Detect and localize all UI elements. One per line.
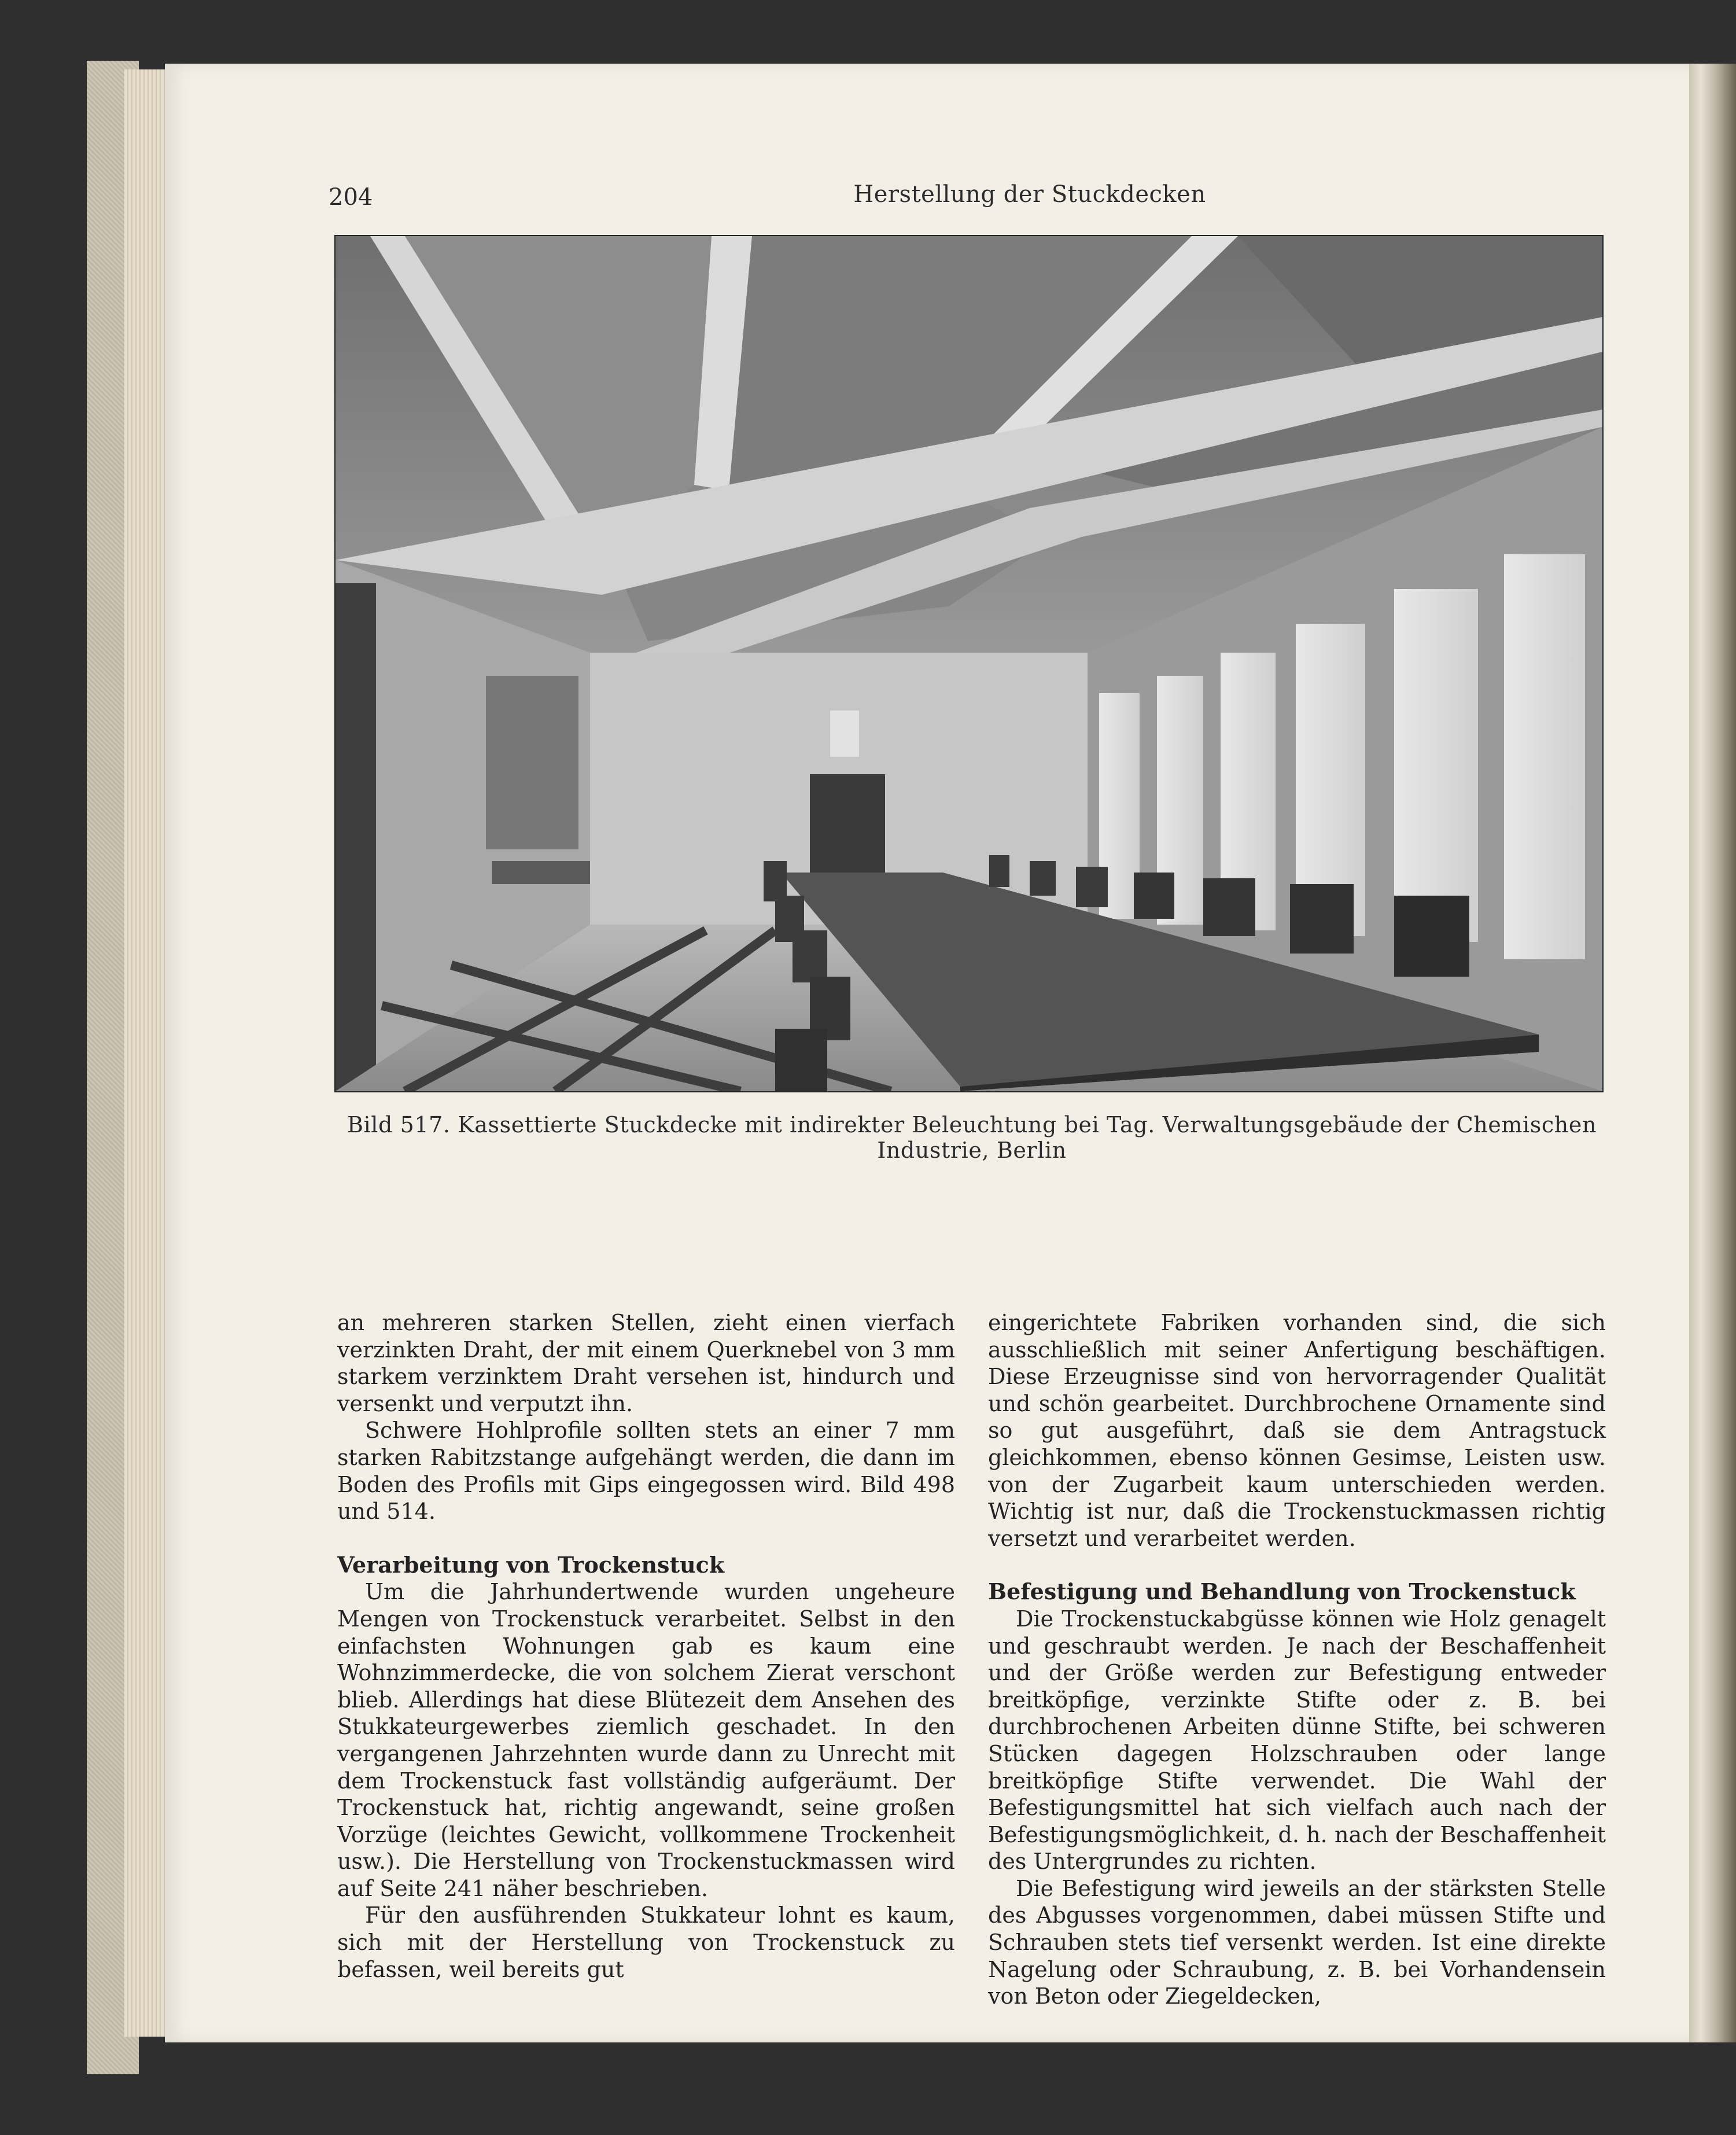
page-number: 204 [329,184,373,211]
paragraph: Für den ausführenden Stukkateur lohnt es kaum, sich mit der Herstellung von Trockenstuck zu befassen, weil bereits gut [337,1902,955,1982]
paragraph: an mehreren starken Stellen, zieht einen vierfach verzinkten Draht, der mit einem Querknebel von 3 mm starkem verzinktem Draht versehen ist, hindurch und versenkt und verputzt ihn. [337,1310,955,1416]
section-heading: Befestigung und Behandlung von Trockenstuck [988,1578,1576,1605]
running-title: Herstellung der Stuckdecken [853,181,1206,208]
section-heading: Verarbeitung von Trockenstuck [337,1551,725,1578]
paragraph: Um die Jahrhundertwende wurden ungeheure Mengen von Trockenstuck verarbeitet. Selbst in den einfachsten Wohnungen gab es kaum eine Wohnzimmerdecke, die von solchem Zierat verschont blieb. Allerdings hat diese Blütezeit dem Ansehen des Stukkateurgewerbes ziemlich geschadet. In den vergangenen Jahrzehnten wurde dann zu Unrecht mit dem Trockenstuck fast vollständig aufgeräumt. Der Trockenstuck hat, richtig angewandt, seine großen Vorzüge (leichtes Gewicht, vollkommene Trockenheit usw.). Die Herstellung von Trockenstuckmassen wird auf Seite 241 näher beschrieben. [337,1579,955,1901]
paragraph: Die Befestigung wird jeweils an der stärksten Stelle des Abgusses vorgenommen, dabei müssen Stifte und Schrauben stets tief versenkt werden. Ist eine direkte Nagelung oder Schraubung, z. B. bei Vorhandensein von Beton oder Ziegeldecken, [988,1875,1606,2009]
next-page-edge [1689,64,1736,2042]
spacer [988,1552,1606,1578]
right-column [988,1309,1606,2010]
figure-caption: Bild 517. Kassettierte Stuckdecke mit indirekter Beleuchtung bei Tag. Verwaltungsgebäude der Chemischen Industrie, Berlin [347,1112,1597,1163]
left-column [337,1309,955,1983]
paragraph: Schwere Hohlprofile sollten stets an einer 7 mm starken Rabitzstange aufgehängt werden, die dann im Boden des Profils mit Gips eingegossen wird. Bild 498 und 514. [337,1418,955,1525]
page-edges [124,69,171,2037]
paragraph: Die Trockenstuckabgüsse können wie Holz genagelt und geschraubt werden. Je nach der Beschaffenheit und der Größe werden zur Befestigung entweder breitköpfige, verzinkte Stifte oder z. B. bei durchbrochenen Arbeiten dünne Stifte, bei schweren Stücken dagegen Holzschrauben oder lange breitköpfige Stifte verwendet. Die Wahl der Befestigungsmittel hat sich vielfach auch nach der Befestigungsmöglichkeit, d. h. nach der Beschaffenheit des Untergrundes zu richten. [988,1606,1606,1875]
spacer [337,1525,955,1552]
photo-illustration [336,236,1602,1091]
conference-room-photo [334,235,1604,1092]
paragraph: eingerichtete Fabriken vorhanden sind, die sich ausschließlich mit seiner Anfertigung beschäftigen. Diese Erzeugnisse sind von hervorragender Qualität und schön gearbeitet. Durchbrochene Ornamente sind so gut ausgeführt, daß sie dem Antragstuck gleichkommen, ebenso können Gesimse, Leisten usw. von der Zugarbeit kaum unterschieden werden. Wichtig ist nur, daß die Trockenstuckmassen richtig versetzt und verarbeitet werden. [988,1310,1606,1551]
